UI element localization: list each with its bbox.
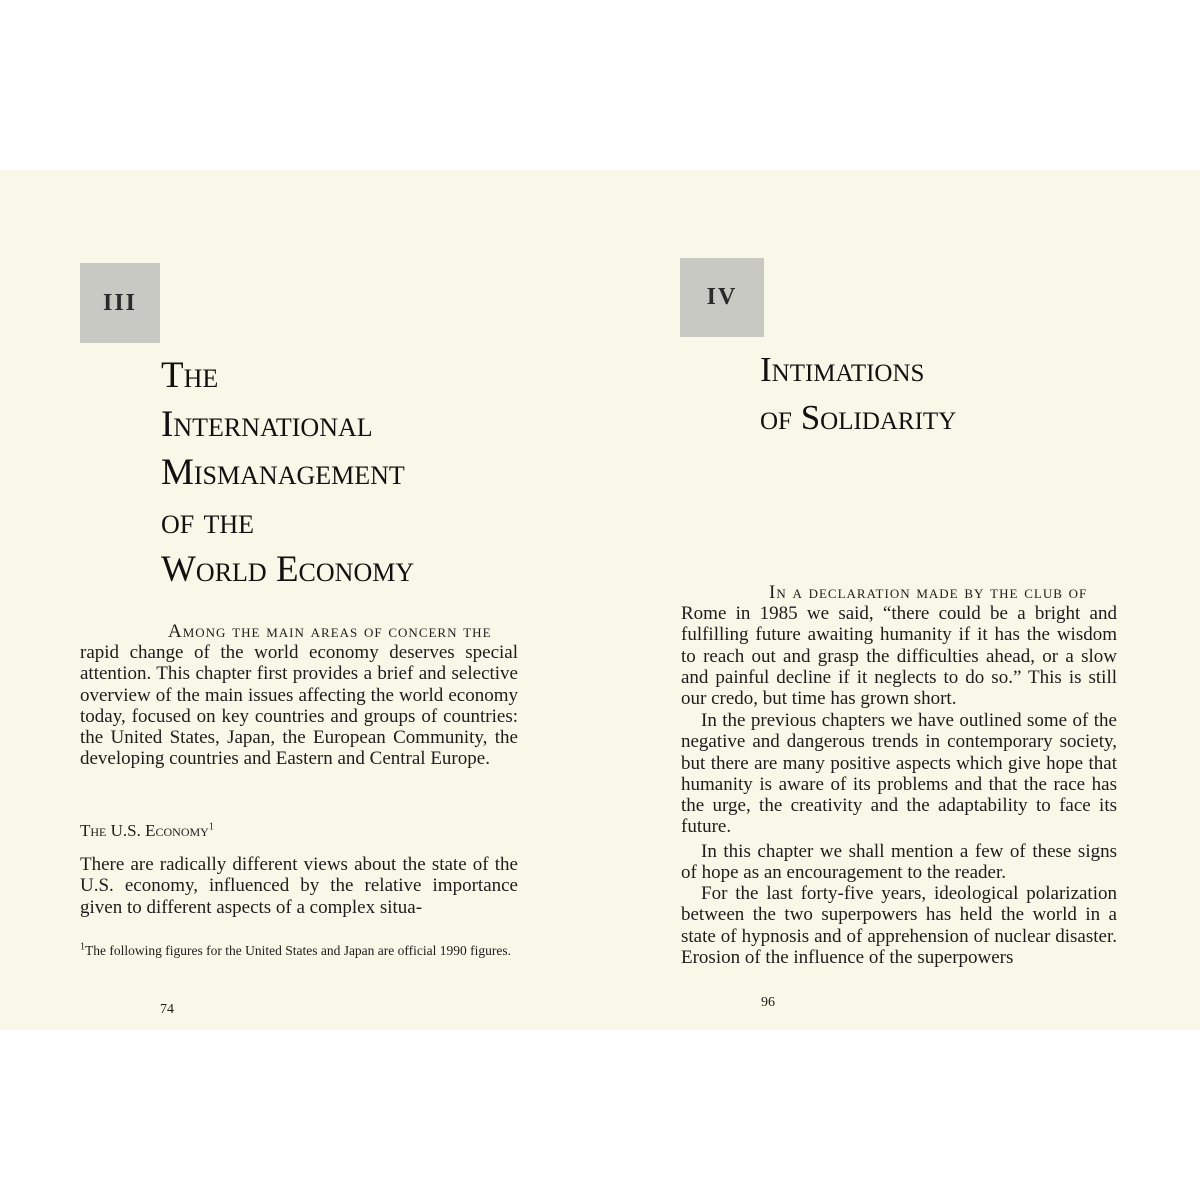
section-heading: The U.S. Economy$^1$ [80,821,214,840]
paragraph: For the last forty-five years, ideological polarization between the two superpowers has held the world in a state of hypnosis and of apprehension of nuclear disaster. Erosion of the influence of the superpowers [681,883,1117,968]
chapter-number-box: III [80,263,160,343]
title-line: Mismanagement [161,452,405,493]
title-line: of Solidarity [760,398,957,437]
paragraph: In the previous chapters we have outlined some of the negative and dangerous trends in contemporary society, but there are many positive aspects which give hope that humanity is aware of its problems and that the race has the urge, the creativity and the adaptability to face its future. [681,710,1117,838]
section-paragraph: There are radically different views about the state of the U.S. economy, influenced by the relative importance given to different aspects of a complex situa- [80,854,518,918]
book-spread [0,170,1200,1030]
footnote: $^1$The following figures for the United States and Japan are official 1990 figures. [80,941,512,958]
intro-lead: In a declaration made by the club of [769,582,1088,603]
title-line: International [161,403,373,445]
intro-paragraph: rapid change of the world economy deserves special attention. This chapter first provides a brief and selective overview of the main issues affecting the world economy today, focused on key countries and groups of countries: the United States, Japan, the European Community, the developing countries and Eastern and Central Europe. [80,642,518,770]
left-page [0,170,600,1030]
title-line: World Economy [161,549,415,590]
chapter-title [760,346,956,442]
page-number: 74 [160,1002,174,1017]
paragraph: Rome in 1985 we said, “there could be a bright and fulfilling future awaiting humanity if it has the wisdom to reach out and grasp the difficulties ahead, or a slow and painful decline if it neglects to do so.” This is still our credo, but time has grown short. [681,603,1117,710]
intro-lead: Among the main areas of concern the [168,621,492,642]
page-number: 96 [761,995,775,1010]
title-line: The [161,355,219,396]
footnote-reference: 1 [208,821,214,833]
chapter-number-box: IV [680,258,764,337]
title-line: of the [161,500,255,542]
chapter-title [161,352,414,595]
right-page [600,170,1200,1030]
title-line: Intimations [760,350,925,389]
paragraph: In this chapter we shall mention a few of these signs of hope as an encouragement to the reader. [681,841,1117,884]
footnote-marker: 1 [80,941,85,953]
